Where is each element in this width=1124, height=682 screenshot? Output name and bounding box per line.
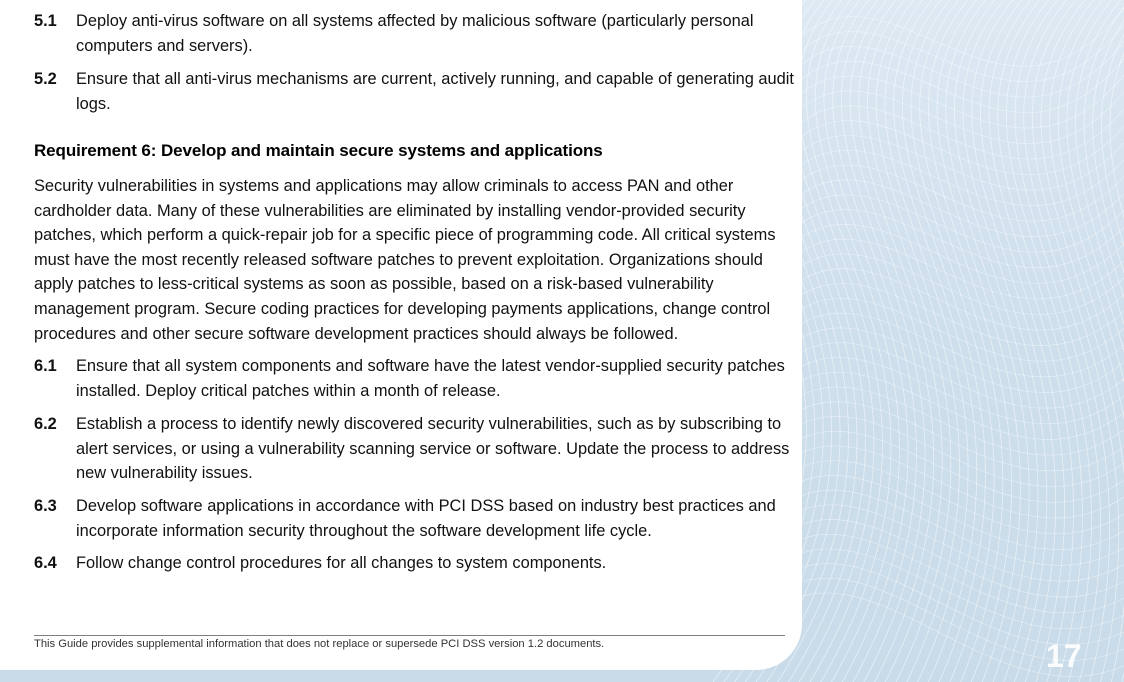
decorative-curve	[780, 150, 1124, 205]
decorative-curve	[885, 0, 968, 682]
decorative-curve	[780, 102, 1124, 159]
decorative-curve	[1032, 0, 1118, 682]
decorative-curve	[780, 343, 1124, 408]
footer-divider	[34, 635, 785, 636]
decorative-curve	[780, 51, 1124, 113]
page-number: 17	[1046, 638, 1082, 674]
decorative-curve	[868, 0, 951, 682]
decorative-curve	[780, 119, 1124, 175]
decorative-curve	[980, 0, 1064, 682]
item-number: 5.1	[34, 12, 57, 30]
item-number: 6.2	[34, 415, 57, 433]
item-text: Follow change control procedures for all changes to system components.	[76, 554, 607, 572]
item-number: 6.3	[34, 497, 57, 515]
decorative-curve	[780, 520, 1124, 597]
footer-note: This Guide provides supplemental information that does not replace or supersede PCI DSS version 1.2 documents.	[34, 638, 605, 650]
decorative-curve	[780, 180, 1124, 237]
list-item-6-2	[34, 412, 794, 486]
list-item-5-1	[34, 9, 794, 58]
decorative-curve	[780, 34, 1124, 97]
decorative-curve	[1067, 0, 1124, 682]
decorative-curve	[780, 328, 1124, 393]
section-paragraph: Security vulnerabilities in systems and applications may allow criminals to access PAN and other cardholder data. Many of these vulnerabilities are eliminated by installing vendor-provided security patches, which perform a quick-repair job for a specific piece of programming code. All critical systems must have the most recently released software patches to prevent exploitation. Organizations should apply patches to less-critical systems as soon as possible, based on a risk-based vulnerability management program. Secure coding practices for developing payments applications, change control procedures and other secure software development practices should always be followed.	[34, 177, 776, 343]
section-heading: Requirement 6: Develop and maintain secure systems and applications	[34, 141, 603, 160]
list-item-5-2	[34, 67, 794, 116]
item-number: 6.4	[34, 554, 57, 572]
decorative-curve	[920, 0, 1003, 682]
item-text: Ensure that all anti-virus mechanisms are current, actively running, and capable of generating audit logs.	[76, 70, 794, 113]
list-item-6-4	[34, 551, 794, 576]
decorative-curve	[780, 0, 1124, 66]
item-number: 5.2	[34, 70, 57, 88]
item-text: Ensure that all system components and software have the latest vendor-supplied security patches installed. Deploy critical patches within a month of release.	[76, 357, 785, 400]
item-text: Develop software applications in accordance with PCI DSS based on industry best practices and incorporate information security throughout the software development life cycle.	[76, 497, 776, 540]
list-item-6-1	[34, 354, 794, 403]
item-text: Establish a process to identify newly discovered security vulnerabilities, such as by subscribing to alert services, or using a vulnerability scanning service or software. Update the process to address new vulnerability issues.	[76, 415, 790, 483]
decorative-curve	[937, 0, 1020, 682]
decorative-curve	[780, 490, 1124, 565]
item-number: 6.1	[34, 357, 57, 375]
decorative-curve	[780, 357, 1124, 423]
item-text: Deploy anti-virus software on all systems affected by malicious software (particularly personal computers and servers).	[76, 12, 754, 55]
decorative-curve	[841, 0, 925, 682]
decorative-curve	[780, 195, 1124, 252]
decorative-curve	[1084, 0, 1124, 682]
decorative-curve	[1015, 0, 1100, 682]
decorative-curve	[780, 298, 1124, 361]
list-item-6-3	[34, 494, 794, 543]
